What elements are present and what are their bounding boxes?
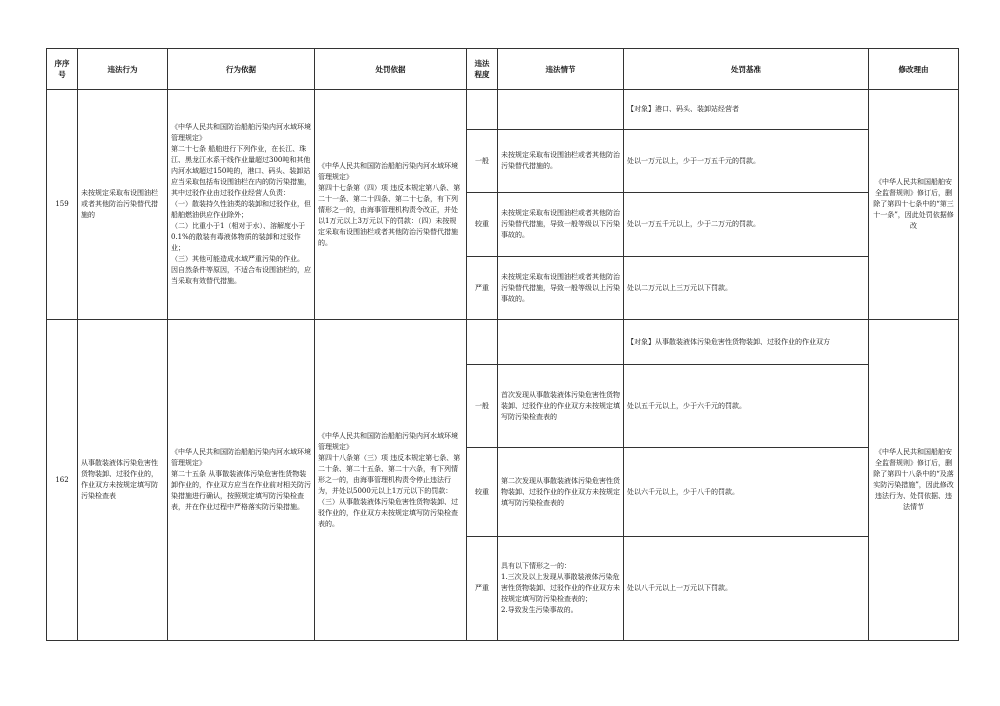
degree-severe: 严重 (467, 537, 498, 641)
degree-general: 一般 (467, 130, 498, 193)
row-number: 159 (47, 90, 78, 320)
degree-empty (467, 90, 498, 130)
circumstance-empty (498, 320, 624, 365)
degree-severe: 严重 (467, 257, 498, 320)
circumstance-general: 首次发现从事散装液体污染危害性货物装卸、过驳作业的作业双方未按规定填写防污染检查表的 (498, 365, 624, 448)
standard-severe: 处以二万元以上三万元以下罚款。 (624, 257, 869, 320)
circumstance-severe: 具有以下情形之一的： 1.三次及以上发现从事散装液体污染危害性货物装卸、过驳作业的作业双方未按规定填写防污染检查表的； 2.导致发生污染事故的。 (498, 537, 624, 641)
table-row (47, 90, 959, 130)
behavior-basis: 《中华人民共和国防治船舶污染内河水域环境管理规定》 第二十七条 船舶进行下列作业，在长江、珠江、黑龙江水系干线作业量超过300吨和其他内河水域超过150吨的，港口、码头、装卸站应当采取包括布设围油栏在内的防污染措施，其中过驳作业由过驳作业经营人负责： （一）散装持久性油类的装卸和过驳作业，但船舶燃油供应作业除外； （二）比重小于1（相对于水）、溶解度小于0.1%的散装有毒液体物质的装卸和过驳作业； （三）其他可能造成水域严重污染的作业。 因自然条件等原因，不适合布设围油栏的，应当采取有效替代措施。 (168, 90, 315, 320)
modify-reason: 《中华人民共和国船舶安全监督规则》修订后，删除了第四十七条中的“第三十一条”，因此处罚依据修改 (869, 90, 959, 320)
circumstance-heavier: 未按规定采取布设围油栏或者其他防治污染替代措施，导致一般等级以下污染事故的。 (498, 193, 624, 257)
header-seq: 序序 号 (47, 49, 78, 90)
standard-heavier: 处以六千元以上，少于八千的罚款。 (624, 448, 869, 537)
degree-general: 一般 (467, 365, 498, 448)
circumstance-heavier: 第二次发现从事散装液体污染危害性货物装卸、过驳作业的作业双方未按规定填写防污染检查表的 (498, 448, 624, 537)
standard-severe: 处以八千元以上一万元以下罚款。 (624, 537, 869, 641)
header-reason: 修改理由 (869, 49, 959, 90)
standard-general: 处以一万元以上，少于一万五千元的罚款。 (624, 130, 869, 193)
degree-heavier: 较重 (467, 193, 498, 257)
violation-behavior: 未按规定采取布设围油栏或者其他防治污染替代措施的 (78, 90, 168, 320)
header-degree: 违法 程度 (467, 49, 498, 90)
degree-empty (467, 320, 498, 365)
header-standard: 处罚基准 (624, 49, 869, 90)
row-number: 162 (47, 320, 78, 641)
circumstance-empty (498, 90, 624, 130)
circumstance-general: 未按规定采取布设围油栏或者其他防治污染替代措施的。 (498, 130, 624, 193)
modify-reason: 《中华人民共和国船舶安全监督规则》修订后，删除了第四十八条中的“及落实防污染措施”，因此修改违法行为、处罚依据、违法情节 (869, 320, 959, 641)
violation-behavior: 从事散装液体污染危害性货物装卸、过驳作业的，作业双方未按规定填写防污染检查表 (78, 320, 168, 641)
degree-heavier: 较重 (467, 448, 498, 537)
header-penalty-basis: 处罚依据 (315, 49, 467, 90)
penalty-object: 【对象】港口、码头、装卸站经营者 (624, 90, 869, 130)
standard-general: 处以五千元以上，少于六千元的罚款。 (624, 365, 869, 448)
header-circumstance: 违法情节 (498, 49, 624, 90)
header-basis: 行为依据 (168, 49, 315, 90)
penalty-basis: 《中华人民共和国防治船舶污染内河水域环境管理规定》 第四十八条第（三）项 违反本规定第七条、第二十条、第二十五条、第二十六条，有下列情形之一的，由海事管理机构责令停止违法行为，并处以5000元以上1万元以下的罚款：（三）从事散装液体污染危害性货物装卸、过驳作业的，作业双方未按规定填写防污染检查表的。 (315, 320, 467, 641)
standard-heavier: 处以一万五千元以上，少于二万元的罚款。 (624, 193, 869, 257)
header-behavior: 违法行为 (78, 49, 168, 90)
penalty-object: 【对象】从事散装液体污染危害性货物装卸、过驳作业的作业双方 (624, 320, 869, 365)
penalty-basis: 《中华人民共和国防治船舶污染内河水域环境管理规定》 第四十七条第（四）项 违反本规定第八条、第二十一条、第二十四条、第二十七条，有下列情形之一的，由海事管理机构责令改正，并处以1万元以上3万元以下的罚款：（四）未按规定采取布设围油栏或者其他防治污染替代措施的。 (315, 90, 467, 320)
circumstance-severe: 未按规定采取布设围油栏或者其他防治污染替代措施，导致一般等级以上污染事故的。 (498, 257, 624, 320)
header-row (47, 49, 959, 90)
table-row (47, 320, 959, 365)
penalty-standard-table (46, 48, 959, 641)
behavior-basis: 《中华人民共和国防治船舶污染内河水域环境管理规定》 第二十五条 从事散装液体污染危害性货物装卸作业的，作业双方应当在作业前对相关防污染措施进行确认，按照规定填写防污染检查表，并在作业过程中严格落实防污染措施。 (168, 320, 315, 641)
